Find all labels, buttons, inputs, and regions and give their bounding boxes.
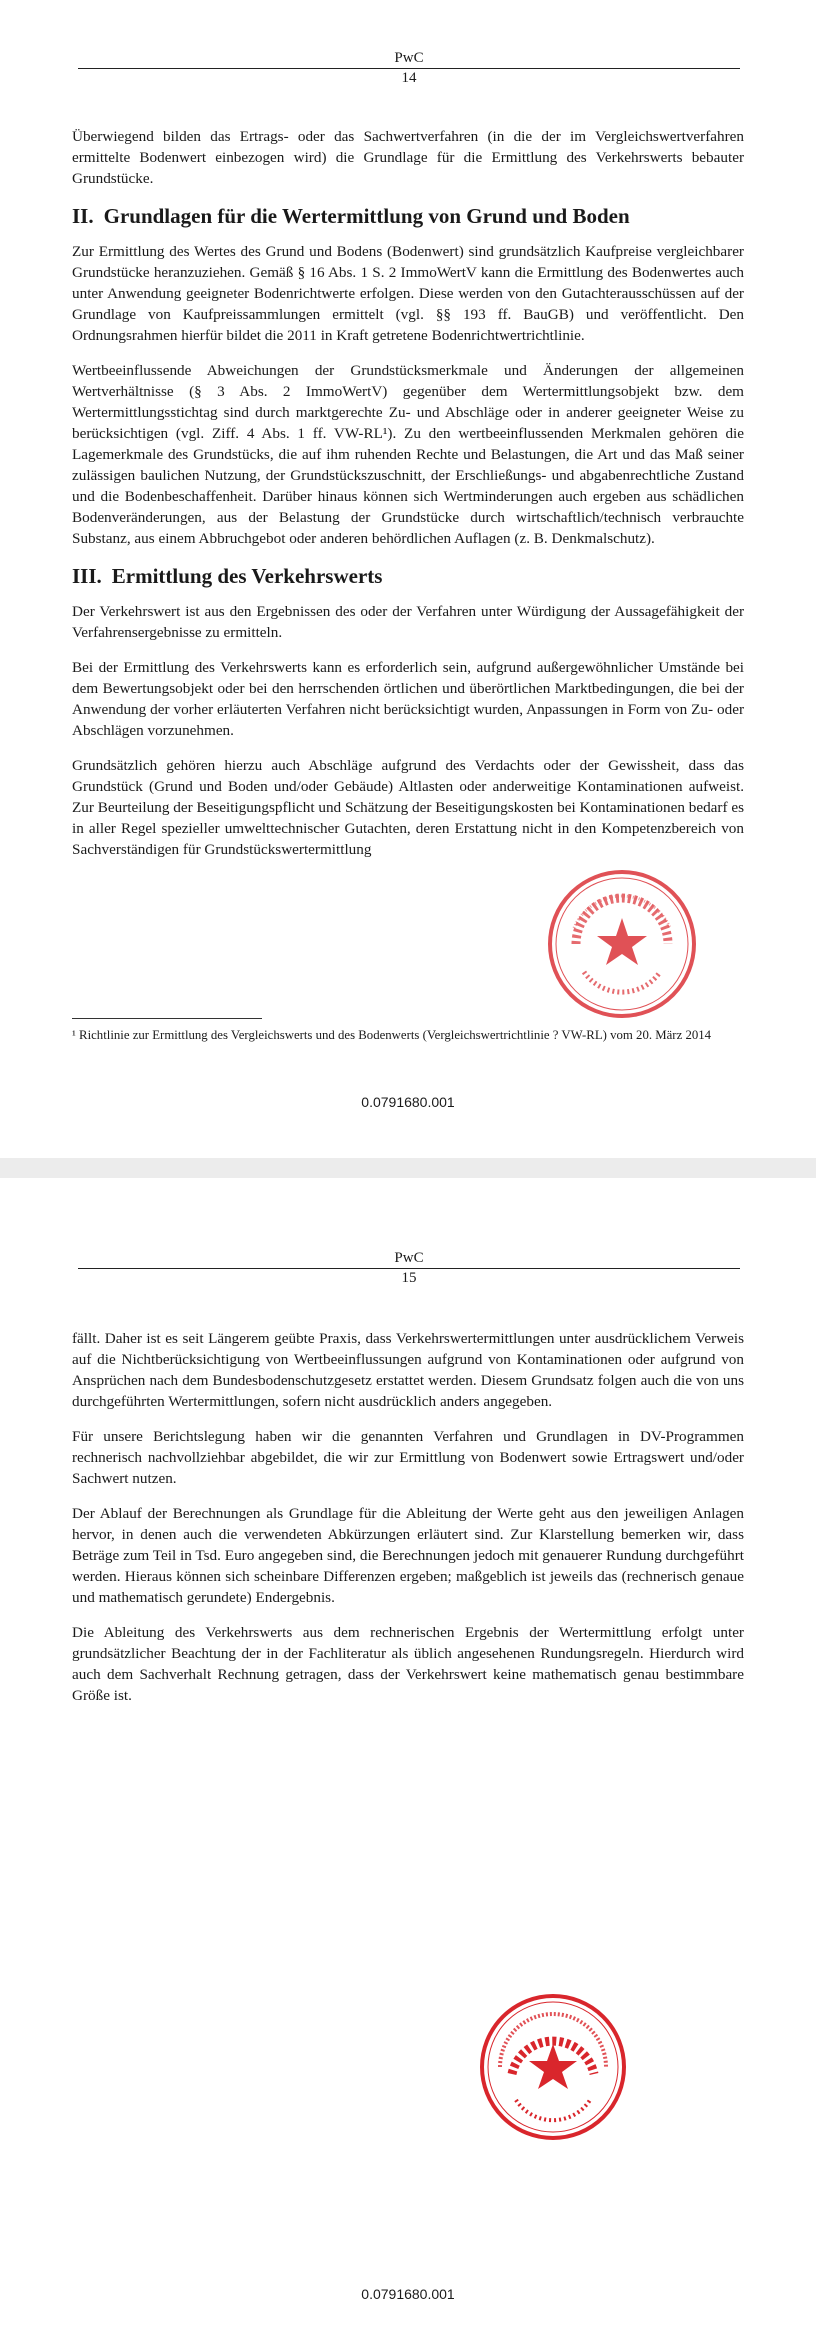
footnote-area [72, 1018, 744, 1044]
section-title: Grundlagen für die Wertermittlung von Grund und Boden [103, 204, 630, 228]
body-paragraph: Der Verkehrswert ist aus den Ergebnissen des oder der Verfahren unter Würdigung der Aussagefähigkeit der Verfahrensergebnisse zu ermitteln. [72, 603, 744, 641]
body-paragraph: Bei der Ermittlung des Verkehrswerts kann es erforderlich sein, aufgrund außergewöhnlicher Umstände bei dem Bewertungsobjekt oder bei den herrschenden örtlichen und überörtlichen Marktbedingungen, die bei der Anwendung der vorher erläuterten Verfahren nicht berücksichtigt wurden, Anpassungen in Form von Zu- oder Abschlägen vorzunehmen. [72, 659, 744, 739]
document-id: 0.0791680.001 [361, 1094, 455, 1110]
document-page-14 [0, 0, 816, 1158]
red-official-seal-icon [546, 868, 698, 1020]
body-paragraph: fällt. Daher ist es seit Längerem geübte Praxis, dass Verkehrswertermittlungen unter ausdrücklichem Verweis auf die Nichtberücksichtigung von Wertbeeinflussungen aufgrund von Kontaminationen oder aufgrund von Ansprüchen nach dem Bundesbodenschutzgesetz erstattet werden. Diesem Grundsatz folgen auch die von uns durchgeführten Wertermittlungen, sofern nicht ausdrücklich anders angegeben. [72, 1330, 744, 1410]
page-header [78, 50, 740, 86]
official-seal-icon [546, 868, 698, 1020]
document-page-15 [0, 1178, 816, 2336]
body-paragraph: Grundsätzlich gehören hierzu auch Abschläge aufgrund des Verdachts oder der Gewissheit, dass das Grundstück (Grund und Boden und/oder Gebäude) Altlasten oder anderweitige Kontaminationen aufweist. Zur Beurteilung der Beseitigungspflicht und Schätzung der Beseitigungskosten bei Kontaminationen bedarf es in aller Regel spezieller umwelttechnischer Gutachten, deren Erstattung nicht in den Kompetenzbereich von Sachverständigen für Grundstückswertermittlung [72, 757, 744, 858]
body-paragraph: Der Ablauf der Berechnungen als Grundlage für die Ableitung der Werte geht aus den jeweiligen Anlagen hervor, in denen auch die verwendeten Abkürzungen erläutert sind. Zur Klarstellung bemerken wir, dass Beträge zum Teil in Tsd. Euro angegeben sind, die Berechnungen jedoch mit genauerer Rundung durchgeführt werden. Hieraus können sich scheinbare Differenzen ergeben; maßgeblich ist jeweils das (rechnerisch genaue und mathematisch gerundete) Endergebnis. [72, 1505, 744, 1606]
body-paragraph: Zur Ermittlung des Wertes des Grund und Bodens (Bodenwert) sind grundsätzlich Kaufpreise vergleichbarer Grundstücke heranzuziehen. Gemäß § 16 Abs. 1 S. 2 ImmoWertV kann die Ermittlung des Bodenwertes auch unter Anwendung geeigneter Bodenrichtwerte erfolgen. Diese werden von den Gutachterausschüssen auf der Grundlage von Kaufpreissammlungen ermittelt (vgl. §§ 193 ff. BauGB) und veröffentlicht. Den Ordnungsrahmen hierfür bildet die 2011 in Kraft getretene Bodenrichtwertrichtlinie. [72, 243, 744, 344]
body-paragraph: Wertbeeinflussende Abweichungen der Grundstücksmerkmale und Änderungen der allgemeinen Wertverhältnisse (§ 3 Abs. 2 ImmoWertV) gegenüber dem Wertermittlungsobjekt bzw. dem Wertermittlungsstichtag sind durch marktgerechte Zu- und Abschläge oder in anderer geeigneter Weise zu berücksichtigen (vgl. Ziff. 4 Abs. 1 ff. VW-RL¹). Zu den wertbeeinflussenden Merkmalen gehören die Lagemerkmale des Grundstücks, die auf ihm ruhenden Rechte und Belastungen, die Art und das Maß seiner zulässigen baulichen Nutzung, der Grundstückszuschnitt, der Erschließungs- und abgabenrechtliche Zustand und die Bodenbeschaffenheit. Darüber hinaus können sich Wertminderungen auch ergeben aus schädlichen Bodenveränderungen, aus der Belastung der Grundstücke durch wirtschaftlich/technisch verbrauchte Substanz, aus einem Abbruchgebot oder anderen behördlichen Auflagen (z. B. Denkmalschutz). [72, 362, 744, 547]
page-body [72, 1328, 744, 1720]
body-paragraph: Die Ableitung des Verkehrswerts aus dem rechnerischen Ergebnis der Wertermittlung erfolgt unter grundsätzlicher Beachtung der in der Fachliteratur als üblich angesehenen Rundungsregeln. Hierdurch wird auch dem Sachverhalt Rechnung getragen, dass der Verkehrswert keine mathematisch genau bestimmbare Größe ist. [72, 1624, 744, 1704]
page-body [72, 126, 744, 874]
page-number: 15 [401, 1270, 417, 1286]
section-number: II. [72, 204, 94, 228]
document-id: 0.0791680.001 [361, 2286, 455, 2302]
header-rule [78, 68, 740, 69]
header-firm-name: PwC [394, 50, 424, 66]
section-heading-ii [72, 203, 744, 229]
section-heading-iii [72, 563, 744, 589]
section-number: III. [72, 564, 102, 588]
footnote-rule [72, 1018, 262, 1019]
official-seal-icon [478, 1992, 628, 2142]
footnote: ¹ Richtlinie zur Ermittlung des Vergleichswerts und des Bodenwerts (Vergleichswertrichtlinie ? VW-RL) vom 20. März 2014 [72, 1028, 712, 1042]
section-title: Ermittlung des Verkehrswerts [111, 564, 383, 588]
intro-paragraph: Überwiegend bilden das Ertrags- oder das Sachwertverfahren (in die der im Vergleichswertverfahren ermittelte Bodenwert einbezogen wird) die Grundlage für die Ermittlung des Verkehrswerts bebauter Grundstücke. [72, 128, 744, 187]
page-number: 14 [401, 70, 417, 86]
red-official-seal-icon [478, 1992, 628, 2142]
header-rule [78, 1268, 740, 1269]
body-paragraph: Für unsere Berichtslegung haben wir die genannten Verfahren und Grundlagen in DV-Programmen rechnerisch nachvollziehbar abgebildet, die wir zur Ermittlung von Bodenwert sowie Ertragswert und/oder Sachwert nutzen. [72, 1428, 744, 1487]
page-header [78, 1250, 740, 1286]
header-firm-name: PwC [394, 1250, 424, 1266]
